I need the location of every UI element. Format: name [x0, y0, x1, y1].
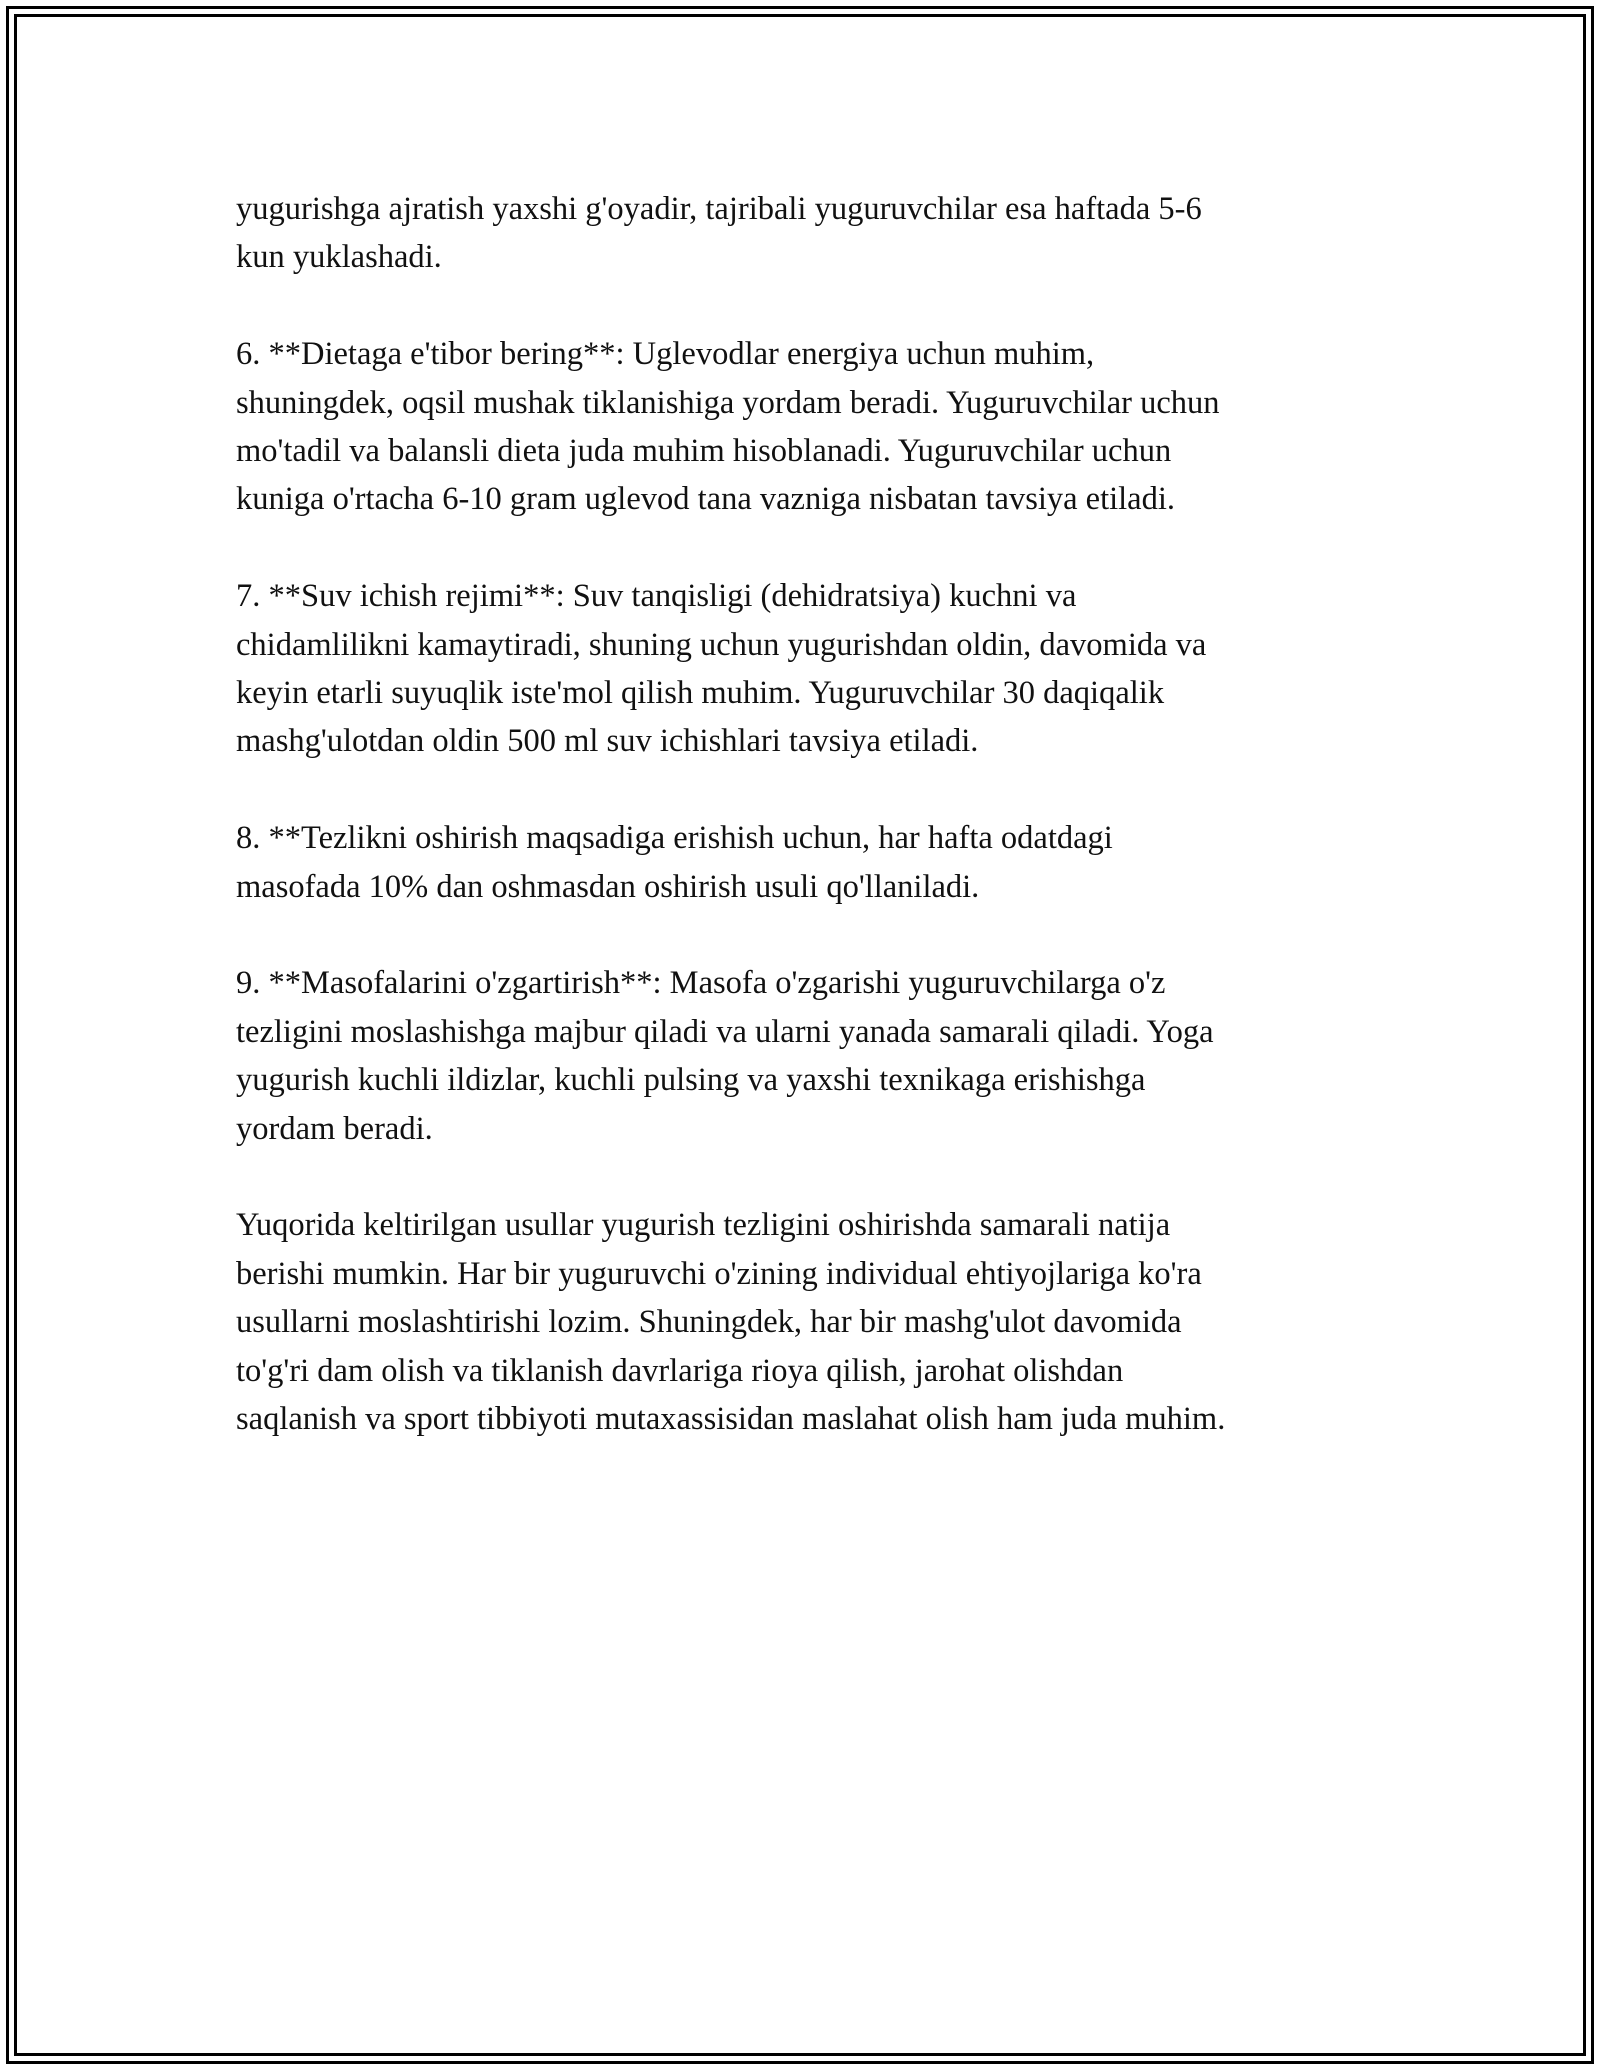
paragraph-item-7-hydration: 7. **Suv ichish rejimi**: Suv tanqisligi (dehidratsiya) kuchni va chidamlilikni kamaytiradi, shuning uchun yugurishdan oldin, davomida va keyin etarli suyuqlik iste'mol qilish muhim. Yuguruvchilar 30 daqiqalik mashg'ulotdan oldin 500 ml suv ichishlari tavsiya etiladi. — [236, 578, 1207, 760]
paragraph-conclusion: Yuqorida keltirilgan usullar yugurish tezligini oshirishda samarali natija berishi mumkin. Har bir yuguruvchi o'zining individual ehtiyojlariga ko'ra usullarni moslashtirishi lozim. Shuningdek, har bir mashg'ulot davomida to'g'ri dam olish va tiklanish davrlariga rioya qilish, jarohat olishdan saqlanish va sport tibbiyoti mutaxassisidan maslahat olish ham juda muhim. — [236, 1207, 1226, 1438]
paragraph-item-6-diet: 6. **Dietaga e'tibor bering**: Uglevodlar energiya uchun muhim, shuningdek, oqsil mushak tiklanishiga yordam beradi. Yuguruvchilar uchun mo'tadil va balansli dieta juda muhim hisoblanadi. Yuguruvchilar uchun kuniga o'rtacha 6-10 gram uglevod tana vazniga nisbatan tavsiya etiladi. — [236, 336, 1220, 518]
document-body — [236, 185, 1366, 1492]
paragraph-item-9-distance: 9. **Masofalarini o'zgartirish**: Masofa o'zgarishi yuguruvchilarga o'z tezligini moslashishga majbur qiladi va ularni yanada samarali qiladi. Yoga yugurish kuchli ildizlar, kuchli pulsing va yaxshi texnikaga erishishga yordam beradi. — [236, 965, 1214, 1147]
paragraph-item-8-speed: 8. **Tezlikni oshirish maqsadiga erishish uchun, har hafta odatdagi masofada 10% dan oshmasdan oshirish usuli qo'llaniladi. — [236, 820, 1113, 905]
paragraph-intro-continuation: yugurishga ajratish yaxshi g'oyadir, tajribali yuguruvchilar esa haftada 5-6 kun yuklashadi. — [236, 191, 1202, 276]
